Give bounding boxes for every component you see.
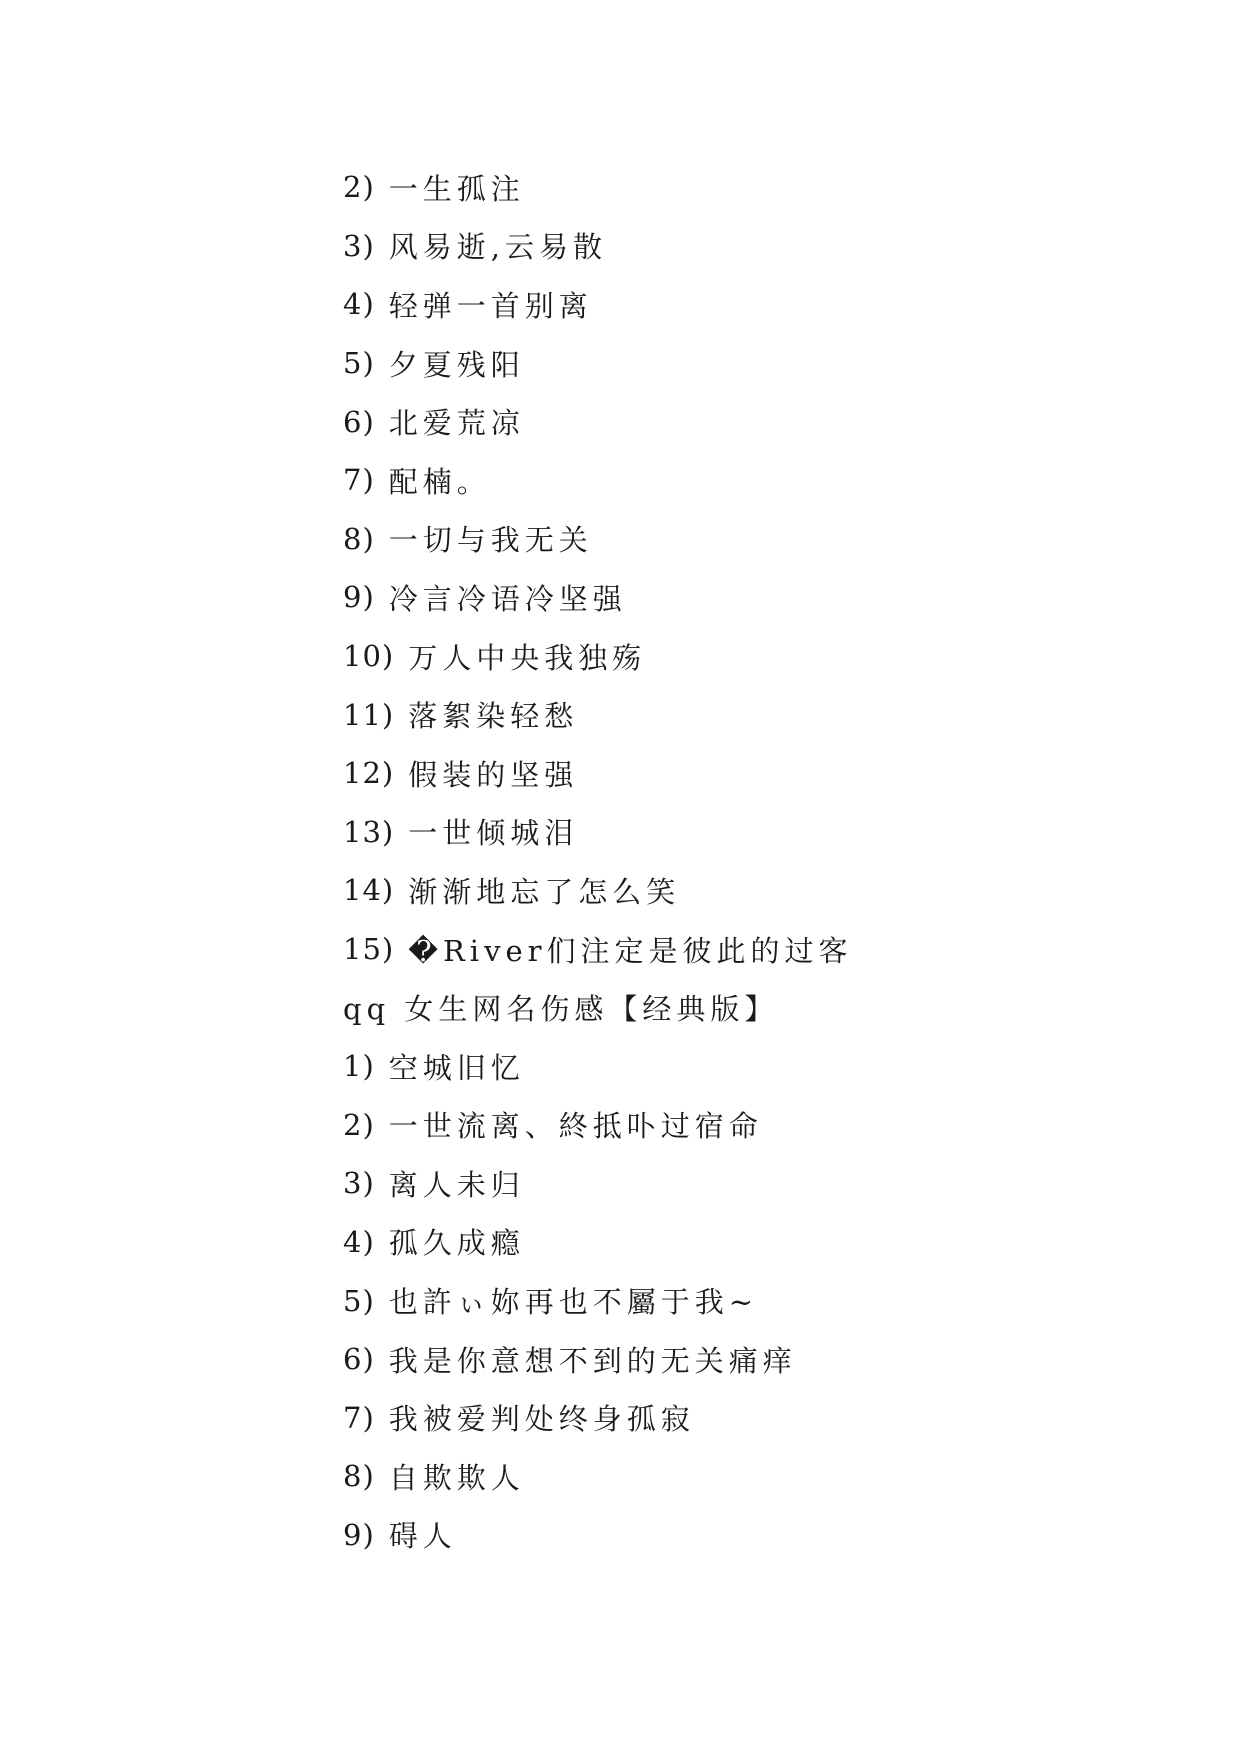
list-item [343, 920, 1183, 979]
list-item [343, 217, 1183, 276]
item-number: 13) [343, 814, 395, 849]
item-text: 一生孤注 [388, 171, 525, 206]
list-item [343, 1213, 1183, 1272]
item-text: 一世倾城泪 [408, 816, 579, 851]
item-text: 我被爱判处终身孤寂 [388, 1402, 695, 1437]
list-item [343, 1154, 1183, 1213]
item-number: 12) [343, 756, 395, 791]
item-text: 轻弹一首别离 [388, 288, 593, 323]
list-item [343, 568, 1183, 627]
item-number: 11) [343, 697, 395, 732]
item-text: �River们注定是彼此的过客 [408, 933, 853, 968]
item-number: 14) [343, 873, 395, 908]
document-body [343, 158, 1183, 1564]
list-item [343, 1271, 1183, 1330]
item-number: 15) [343, 932, 395, 967]
item-number: 1) [343, 1049, 375, 1084]
item-number: 2) [343, 170, 375, 205]
list-item [343, 1447, 1183, 1506]
list-item [343, 1330, 1183, 1389]
item-text: 也許ぃ妳再也不屬于我~ [388, 1285, 759, 1320]
list-item [343, 1096, 1183, 1155]
item-text: 碍人 [388, 1519, 457, 1554]
item-text: 离人未归 [388, 1167, 525, 1202]
item-number: 2) [343, 1107, 375, 1142]
section-heading: qq 女生网名伤感【经典版】 [343, 992, 779, 1027]
list-item [343, 510, 1183, 569]
list-item [343, 744, 1183, 803]
list-item [343, 451, 1183, 510]
item-number: 3) [343, 1166, 375, 1201]
item-text: 万人中央我独殇 [408, 640, 647, 675]
item-text: 一世流离、終抵卟过宿命 [388, 1109, 763, 1144]
list-item [343, 685, 1183, 744]
item-number: 8) [343, 1459, 375, 1494]
item-number: 6) [343, 1342, 375, 1377]
list-item [343, 1506, 1183, 1565]
list-item [343, 861, 1183, 920]
list-item [343, 392, 1183, 451]
item-text: 空城旧忆 [388, 1050, 525, 1085]
item-number: 4) [343, 287, 375, 322]
item-text: 配楠。 [388, 464, 491, 499]
item-text: 冷言冷语冷坚强 [388, 581, 627, 616]
item-text: 北爱荒凉 [388, 406, 525, 441]
list-item [343, 1037, 1183, 1096]
item-number: 7) [343, 1400, 375, 1435]
item-text: 自欺欺人 [388, 1460, 525, 1495]
item-text: 孤久成瘾 [388, 1226, 525, 1261]
item-number: 9) [343, 1517, 375, 1552]
list-item [343, 1388, 1183, 1447]
item-text: 假装的坚强 [408, 757, 579, 792]
list-item [343, 334, 1183, 393]
item-text: 一切与我无关 [388, 523, 593, 558]
item-number: 5) [343, 1283, 375, 1318]
item-number: 10) [343, 639, 395, 674]
item-text: 落絮染轻愁 [408, 699, 579, 734]
item-text: 我是你意想不到的无关痛痒 [388, 1343, 797, 1378]
item-text: 夕夏残阳 [388, 347, 525, 382]
item-text: 渐渐地忘了怎么笑 [408, 874, 681, 909]
list-item [343, 275, 1183, 334]
list-item [343, 627, 1183, 686]
item-number: 7) [343, 463, 375, 498]
item-number: 4) [343, 1224, 375, 1259]
item-text: 风易逝,云易散 [388, 230, 607, 265]
item-number: 8) [343, 521, 375, 556]
item-number: 9) [343, 580, 375, 615]
list-item [343, 158, 1183, 217]
list-item [343, 803, 1183, 862]
item-number: 3) [343, 228, 375, 263]
item-number: 5) [343, 346, 375, 381]
item-number: 6) [343, 404, 375, 439]
